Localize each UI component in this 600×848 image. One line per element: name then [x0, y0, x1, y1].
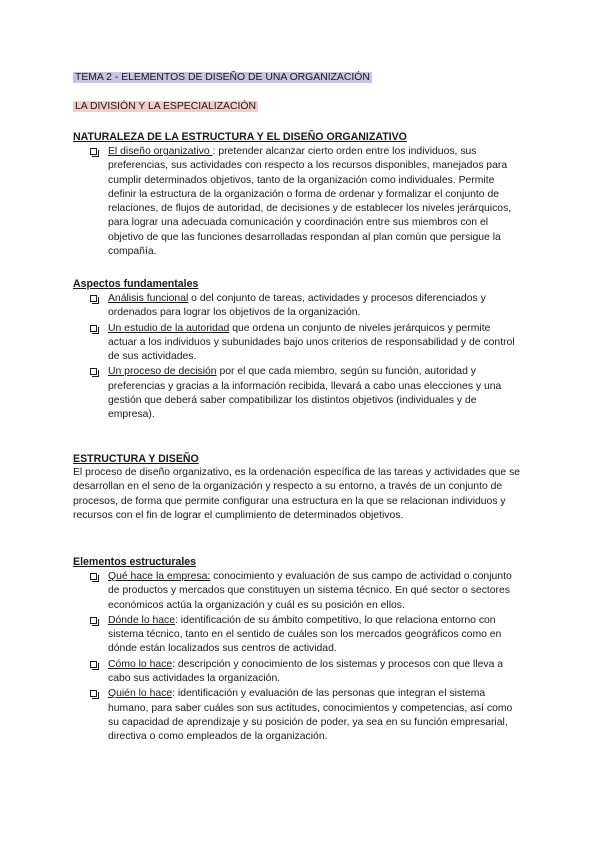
estructura-paragraph: El proceso de diseño organizativo, es la ordenación específica de las tareas y actividades que se desarrollan en el seno de la organización y respecto a su entorno, a través de un conjunto de procesos, de forma que permite configurar una estructura en la que se relacionan individuos y recursos con el fin de lograr el cumplimiento de determinados objetivos.: [73, 467, 521, 521]
document-title: [73, 71, 372, 85]
list-item: [90, 614, 522, 657]
checkbox-bullet-icon: [90, 690, 97, 697]
checkbox-bullet-icon: [90, 295, 97, 302]
section-heading-naturaleza: NATURALEZA DE LA ESTRUCTURA Y EL DISEÑO ORGANIZATIVO: [73, 131, 407, 143]
item-term: Un proceso de decisión: [108, 366, 217, 378]
item-term: Qué hace la empresa:: [108, 571, 211, 582]
checkbox-bullet-icon: [90, 325, 97, 332]
checkbox-bullet-icon: [90, 368, 97, 375]
checkbox-bullet-icon: [90, 148, 97, 155]
list-item: [90, 145, 522, 259]
item-text: que ordena un conjunto de niveles jerárquicos y permite actuar a los individuos y subunidades bajo unos criterios de responsabilidad y de control de sus actividades.: [108, 322, 515, 363]
section-heading-estructura: ESTRUCTURA Y DISEÑO: [73, 453, 199, 465]
subtitle-highlight: LA DIVISIÓN Y LA ESPECIALIZACIÓN: [75, 101, 256, 112]
document-subtitle: [73, 100, 258, 114]
section-heading-aspectos: Aspectos fundamentales: [73, 278, 199, 290]
title-highlight: TEMA 2 - ELEMENTOS DE DISEÑO DE UNA ORGANIZACIÓN: [75, 72, 370, 83]
list-item: [90, 687, 522, 744]
list-elementos: [90, 570, 522, 746]
checkbox-bullet-icon: [90, 661, 97, 668]
item-text: : descripción y conocimiento de los sistemas y procesos con que lleva a cabo sus actividades la organización.: [108, 658, 504, 685]
list-naturaleza: [90, 145, 522, 260]
item-term: Dónde lo hace: [108, 614, 176, 626]
item-term: Análisis funcional: [108, 293, 189, 304]
item-text: : pretender alcanzar cierto orden entre los individuos, sus preferencias, sus actividades con respecto a los recursos disponibles, manejados para cumplir determinados objetivos, tanto de la organización como individuales. Permite definir la estructura de la organización o forma de ordenar y formalizar el conjunto de relaciones, de flujos de autoridad, de decisiones y de establecer los niveles jerárquicos, para lograr una adecuada comunicación y coordinación entre sus miembros con el objetivo de que las funciones desarrolladas respondan al plan común que persigue la compañía.: [108, 146, 512, 258]
checkbox-bullet-icon: [90, 617, 97, 624]
item-text: : identificación y evaluación de las personas que integran el sistema humano, para saber cuáles son sus actitudes, conocimientos y competencias, así como su capacidad de aprendizaje y su posición de poder, ya sea en su función empresarial, directiva o como empleados de la organización.: [108, 688, 513, 743]
list-item: [90, 322, 522, 365]
item-term: Un estudio de la autoridad: [108, 322, 230, 334]
item-text: : identificación de su ámbito competitivo, lo que relaciona entorno con sistema técnico, tanto en el sentido de cuáles son los mercados geográficos como en dónde están localizados sus centros de actividad.: [108, 614, 502, 655]
list-item: [90, 365, 522, 422]
checkbox-bullet-icon: [90, 573, 97, 580]
item-term: Quién lo hace: [108, 688, 173, 700]
section-heading-elementos: Elementos estructurales: [73, 556, 197, 568]
item-text: conocimiento y evaluación de sus campo de actividad o conjunto de productos y mercados que constituyen un sistema técnico. En qué sector o sectores económicos actúa la organización y cuál es su posición en ellos.: [108, 571, 512, 611]
list-aspectos: [90, 292, 522, 424]
item-term: Cómo lo hace: [108, 658, 173, 670]
item-text: o del conjunto de tareas, actividades y procesos diferenciados y ordenados para lograr los objetivos de la organización.: [108, 293, 486, 319]
list-item: [90, 292, 522, 321]
item-text: por el que cada miembro, según su función, autoridad y preferencias y gracias a la información recibida, llevará a cabo unas elecciones y una gestión que deberá saber compatibilizar los distintos objetivos (individuales y de empresa).: [108, 366, 502, 421]
item-term: El diseño organizativo: [108, 146, 213, 157]
list-item: [90, 658, 522, 687]
list-item: [90, 570, 522, 613]
